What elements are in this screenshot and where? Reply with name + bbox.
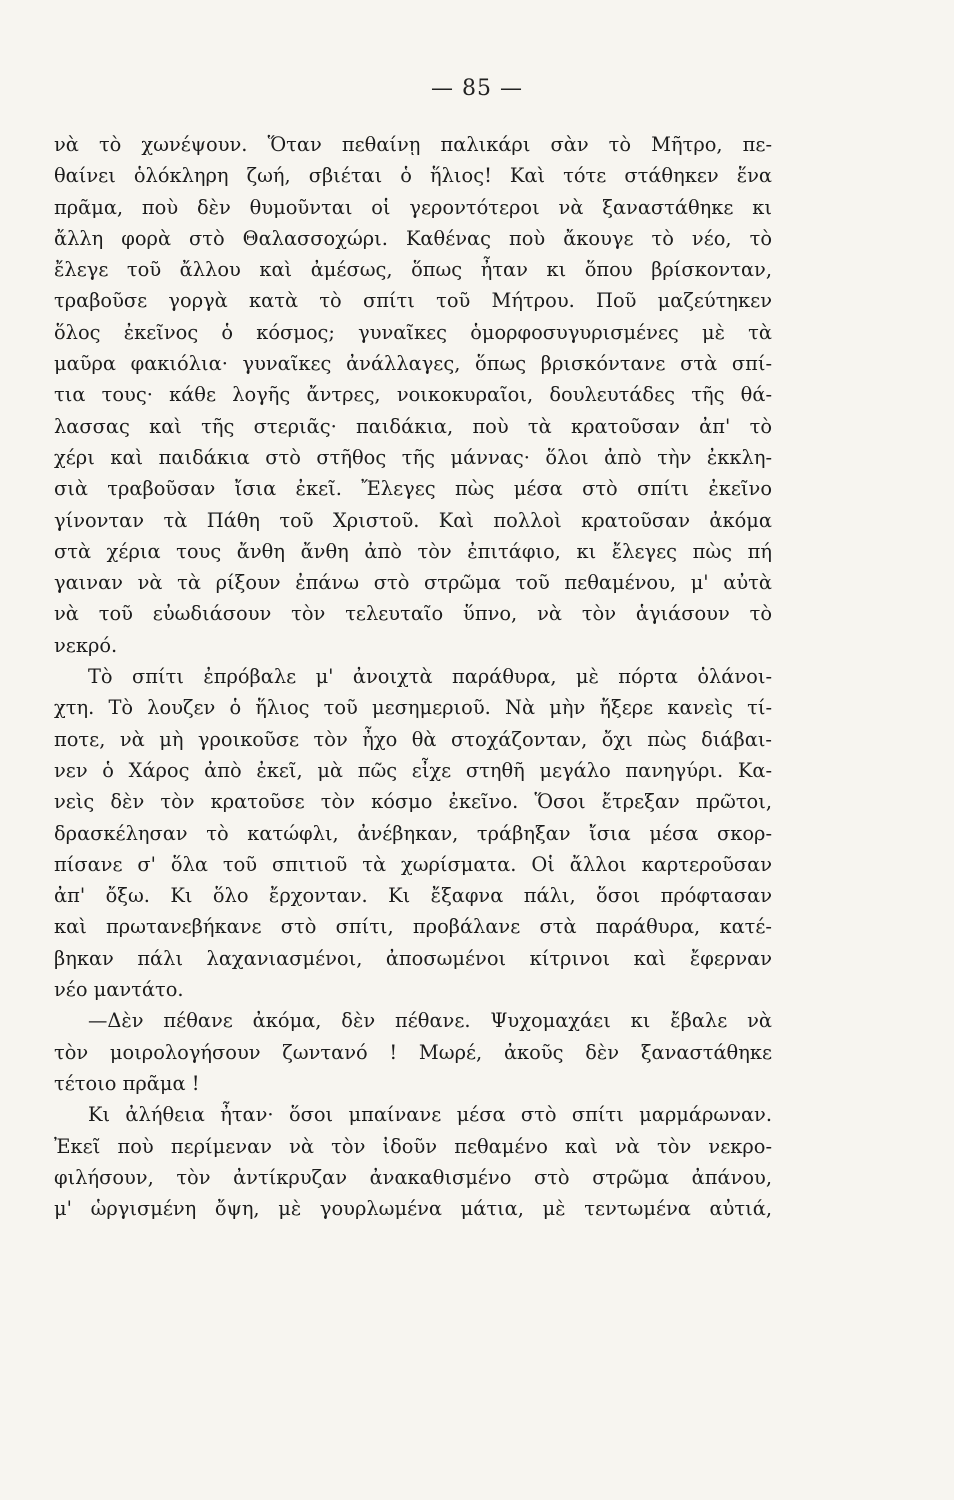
text-line: τέτοιο πρᾶμα ! xyxy=(54,1071,200,1095)
text-line: δρασκέλησαν τὸ κατώφλι, ἀνέβηκαν, τράβηξαν ἴσια μέσα σκορ- xyxy=(54,821,772,845)
text-line: τὸν μοιρολογήσουν ζωντανό ! Μωρέ, ἀκοῦς δὲν ξαναστάθηκε xyxy=(54,1040,772,1064)
text-line: πίσανε σ' ὅλα τοῦ σπιτιοῦ τὰ χωρίσματα. Οἱ ἄλλοι καρτεροῦσαν xyxy=(54,852,772,876)
text-line: χέρι καὶ παιδάκια στὸ στῆθος τῆς μάννας· ὅλοι ἀπὸ τὴν ἐκκλη- xyxy=(54,445,772,469)
text-line: ἀπ' ὄξω. Κι ὅλο ἔρχονταν. Κι ἔξαφνα πάλι, ὅσοι πρόφτασαν xyxy=(54,884,772,908)
text-line: σιὰ τραβοῦσαν ἴσια ἐκεῖ. Ἔλεγες πὼς μέσα στὸ σπίτι ἐκεῖνο xyxy=(54,477,772,501)
text-line: ἄλλη φορὰ στὸ Θαλασσοχώρι. Καθένας ποὺ ἄκουγε τὸ νέο, τὸ xyxy=(54,226,772,250)
text-line: ἔλεγε τοῦ ἄλλου καὶ ἀμέσως, ὅπως ἦταν κι ὅπου βρίσκονταν, xyxy=(54,258,772,282)
text-line: θαίνει ὁλόκληρη ζωή, σβιέται ὁ ἥλιος! Καὶ τότε στάθηκεν ἕνα xyxy=(54,164,772,188)
text-line: μ' ὡργισμένη ὄψη, μὲ γουρλωμένα μάτια, μὲ τεντωμένα αὐτιά, xyxy=(54,1197,772,1221)
text-line: —Δὲν πέθανε ἀκόμα, δὲν πέθανε. Ψυχομαχάει κι ἔβαλε νὰ xyxy=(88,1009,772,1033)
text-line: Κι ἀλήθεια ἦταν· ὅσοι μπαίνανε μέσα στὸ σπίτι μαρμάρωναν. xyxy=(88,1103,772,1127)
text-line: καὶ πρωτανεβήκανε στὸ σπίτι, προβάλανε στὰ παράθυρα, κατέ- xyxy=(54,915,772,939)
text-line: φιλήσουν, τὸν ἀντίκρυζαν ἀνακαθισμένο στὸ στρῶμα ἀπάνου, xyxy=(54,1165,772,1189)
text-line: νέο μαντάτο. xyxy=(54,978,184,1002)
text-line: βηκαν πάλι λαχανιασμένοι, ἀποσωμένοι κίτρινοι καὶ ἔφερναν xyxy=(54,946,772,970)
text-line: γαιναν νὰ τὰ ρίξουν ἐπάνω στὸ στρῶμα τοῦ πεθαμένου, μ' αὐτὰ xyxy=(54,571,772,595)
text-line: νεὶς δὲν τὸν κρατοῦσε τὸν κόσμο ἐκεῖνο. Ὅσοι ἔτρεξαν πρῶτοι, xyxy=(54,790,772,814)
text-line: ὅλος ἐκεῖνος ὁ κόσμος; γυναῖκες ὁμορφοσυγυρισμένες μὲ τὰ xyxy=(54,320,772,344)
text-line: τραβοῦσε γοργὰ κατὰ τὸ σπίτι τοῦ Μήτρου. Ποῦ μαζεύτηκεν xyxy=(54,289,772,313)
text-line: στὰ χέρια τους ἄνθη ἄνθη ἀπὸ τὸν ἐπιτάφιο, κι ἔλεγες πὼς πή xyxy=(54,539,772,563)
body-text xyxy=(54,129,772,1224)
text-line: πρᾶμα, ποὺ δὲν θυμοῦνται οἱ γεροντότεροι νὰ ξαναστάθηκε κι xyxy=(54,195,772,219)
text-line: χτη. Τὸ λουζεν ὁ ἥλιος τοῦ μεσημεριοῦ. Νὰ μὴν ἤξερε κανεὶς τί- xyxy=(54,696,772,720)
text-line: ποτε, νὰ μὴ γροικοῦσε τὸν ἦχο θὰ στοχάζονταν, ὄχι πὼς διάβαι- xyxy=(54,727,772,751)
text-line: Ἐκεῖ ποὺ περίμεναν νὰ τὸν ἰδοῦν πεθαμένο καὶ νὰ τὸν νεκρο- xyxy=(54,1134,772,1158)
text-line: γίνονταν τὰ Πάθη τοῦ Χριστοῦ. Καὶ πολλοὶ κρατοῦσαν ἀκόμα xyxy=(54,508,772,532)
text-line: μαῦρα φακιόλια· γυναῖκες ἀνάλλαγες, ὅπως βρισκόντανε στὰ σπί- xyxy=(54,352,772,376)
text-line: νεκρό. xyxy=(54,633,118,657)
text-line: νεν ὁ Χάρος ἀπὸ ἐκεῖ, μὰ πῶς εἶχε στηθῆ μεγάλο πανηγύρι. Κα- xyxy=(54,758,772,782)
text-line: τια τους· κάθε λογῆς ἄντρες, νοικοκυραῖοι, δουλευτάδες τῆς θά- xyxy=(54,383,772,407)
page-number: — 85 — xyxy=(431,76,523,101)
text-line: νὰ τοῦ εὐωδιάσουν τὸν τελευταῖο ὕπνο, νὰ τὸν ἁγιάσουν τὸ xyxy=(54,602,772,626)
text-line: λασσας καὶ τῆς στεριᾶς· παιδάκια, ποὺ τὰ κρατοῦσαν ἀπ' τὸ xyxy=(54,414,772,438)
text-line: νὰ τὸ χωνέψουν. Ὅταν πεθαίνῃ παλικάρι σὰν τὸ Μῆτρο, πε- xyxy=(54,133,772,156)
text-line: Τὸ σπίτι ἐπρόβαλε μ' ἀνοιχτὰ παράθυρα, μὲ πόρτα ὁλάνοι- xyxy=(88,665,772,689)
